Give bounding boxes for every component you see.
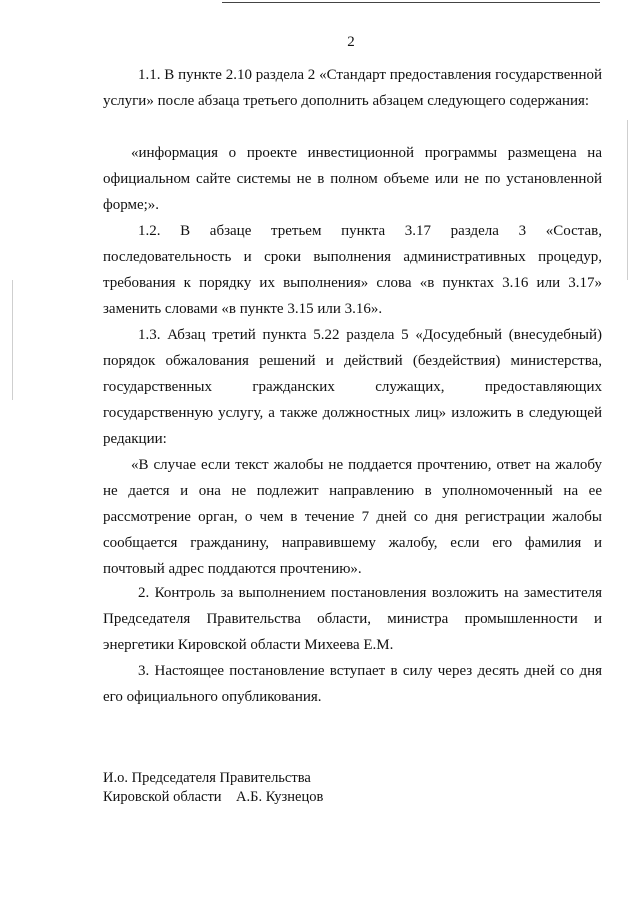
paragraph-1-3-quote: «В случае если текст жалобы не поддается прочтению, ответ на жалобу не дается и она не подлежит направлению в уполномоченный на ее рассмотрение орган, о чем в течение 7 дней со дня регистрации жалобы сообщается гражданину, направившему жалобу, если его фамилия и почтовый адрес поддаются прочтению». — [103, 457, 602, 577]
signature-title: И.о. Председателя Правительства — [103, 770, 311, 786]
paragraph-3: 3. Настоящее постановление вступает в силу через десять дней со дня его официального опубликования. — [103, 663, 602, 705]
paragraph-2: 2. Контроль за выполнением постановления возложить на заместителя Председателя Правительства области, министра промышленности и энергетики Кировской области Михеева Е.М. — [103, 585, 602, 653]
paragraph-1-1: 1.1. В пункте 2.10 раздела 2 «Стандарт предоставления государственной услуги» после абзаца третьего дополнить абзацем следующего содержания: — [103, 67, 602, 109]
top-border-line — [222, 2, 600, 3]
scan-artifact-left — [12, 280, 13, 400]
scan-artifact-right — [627, 120, 628, 280]
page-number: 2 — [347, 34, 355, 50]
paragraph-1-3: 1.3. Абзац третий пункта 5.22 раздела 5 «Досудебный (внесудебный) порядок обжалования решений и действий (бездействия) министерства, государственных гражданских служащих, предоставляющих государственную услугу, а также должностных лиц» изложить в следующей редакции: — [103, 327, 602, 447]
paragraph-1-2: 1.2. В абзаце третьем пункта 3.17 раздела 3 «Состав, последовательность и сроки выполнения административных процедур, требования к порядку их выполнения» слова «в пунктах 3.16 или 3.17» заменить словами «в пункте 3.15 или 3.16». — [103, 223, 602, 317]
signature-name: Кировской области А.Б. Кузнецов — [103, 789, 324, 805]
paragraph-1-1-quote: «информация о проекте инвестиционной программы размещена на официальном сайте системы не в полном объеме или не по установленной форме;». — [103, 145, 602, 213]
